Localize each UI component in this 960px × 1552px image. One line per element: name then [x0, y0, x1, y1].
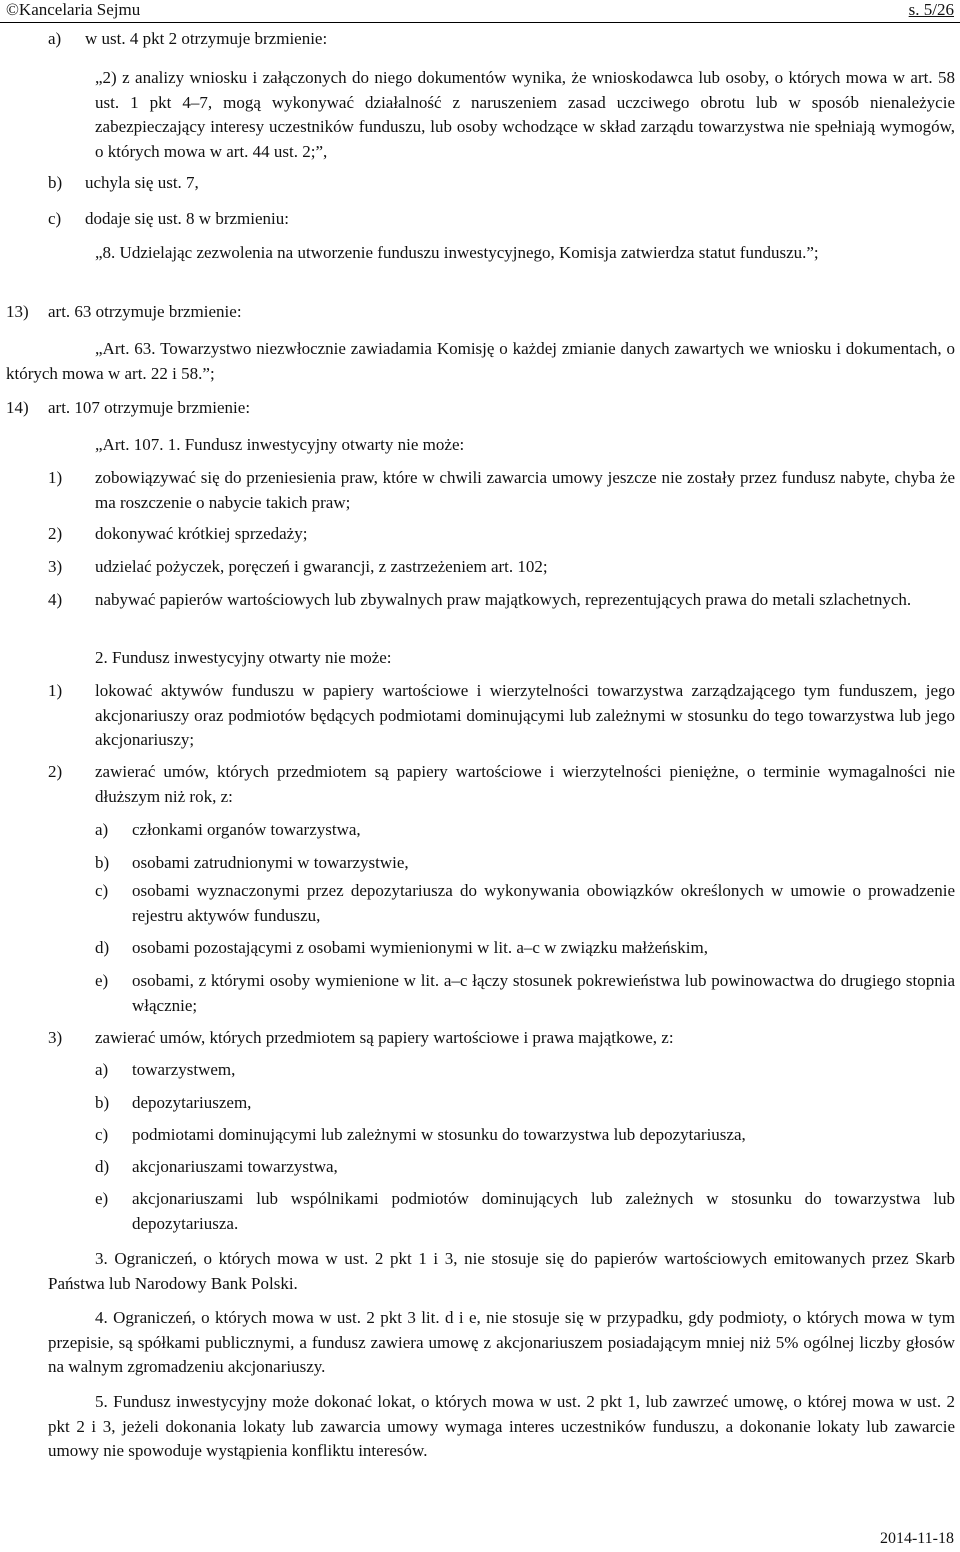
point-label: 4) — [48, 590, 63, 609]
document-date: 2014-11-18 — [879, 1530, 954, 1547]
quote-ust-8: „8. Udzielając zezwolenia na utworzenie funduszu inwestycyjnego, Komisja zatwierdza statut funduszu.”; — [95, 243, 819, 262]
page-header — [0, 0, 960, 23]
letter-label: b) — [95, 1093, 110, 1112]
point-label: 2) — [48, 524, 63, 543]
ust2-point-2: zawierać umów, których przedmiotem są papiery wartościowe i wierzytelności pieniężne, o terminie wymagalności nie dłuższym niż rok, z: — [95, 762, 955, 806]
letter-label: e) — [95, 1189, 109, 1208]
point-label: 3) — [48, 1028, 63, 1047]
ust1-point-2: dokonywać krótkiej sprzedaży; — [95, 524, 308, 543]
letter-label: b) — [95, 853, 110, 872]
item-label-c: c) — [48, 209, 62, 228]
item-label-14: 14) — [6, 398, 29, 417]
letter-label: c) — [95, 881, 109, 900]
ust1-point-3: udzielać pożyczek, poręczeń i gwarancji, z zastrzeżeniem art. 102; — [95, 557, 548, 576]
point-label: 2) — [48, 762, 63, 781]
article-107-ust-3: 3. Ograniczeń, o których mowa w ust. 2 pkt 1 i 3, nie stosuje się do papierów wartościowych emitowanych przez Skarb Państwa lub Narodowy Bank Polski. — [48, 1249, 955, 1293]
item-label-a: a) — [48, 29, 62, 48]
point-label: 1) — [48, 468, 63, 487]
page-number: s. 5/26 — [908, 0, 954, 19]
point-label: 3) — [48, 557, 63, 576]
ust2-point-3-c: podmiotami dominującymi lub zależnymi w stosunku do towarzystwa lub depozytariusza, — [132, 1125, 746, 1144]
article-107-ust-1: „Art. 107. 1. Fundusz inwestycyjny otwarty nie może: — [95, 435, 465, 454]
article-107-ust-4: 4. Ograniczeń, o których mowa w ust. 2 pkt 3 lit. d i e, nie stosuje się w przypadku, gdy podmioty, o których mowa w tym przepisie, są spółkami publicznymi, a fundusz zawiera umowę z akcjonariuszem posiadającym mniej niż 5% ogólnej liczby głosów na walnym zgromadzeniu akcjonariuszy. — [48, 1308, 955, 1376]
ust2-point-3-b: depozytariuszem, — [132, 1093, 252, 1112]
letter-label: d) — [95, 938, 110, 957]
ust2-point-3-e: akcjonariuszami lub wspólnikami podmiotów dominujących lub zależnych w stosunku do towarzystwa lub depozytariusza. — [132, 1189, 955, 1233]
ust1-point-4: nabywać papierów wartościowych lub zbywalnych praw majątkowych, reprezentujących prawa do metali szlachetnych. — [95, 590, 912, 609]
ust2-point-2-c: osobami wyznaczonymi przez depozytariusza do wykonywania obowiązków określonych w umowie o prowadzenie rejestru aktywów funduszu, — [132, 881, 955, 925]
letter-label: e) — [95, 971, 109, 990]
ust2-point-2-a: członkami organów towarzystwa, — [132, 820, 361, 839]
article-107-ust-5: 5. Fundusz inwestycyjny może dokonać lokat, o których mowa w ust. 2 pkt 1, lub zawrzeć umowę, o której mowa w ust. 2 pkt 2 i 3, jeżeli dokonania lokaty lub zawarcia umowy wymaga interes uczestników funduszu, a dokonanie lokaty lub zawarcie umowy nie spowoduje wystąpienia konfliktu interesów. — [48, 1392, 955, 1460]
letter-label: c) — [95, 1125, 109, 1144]
letter-label: d) — [95, 1157, 110, 1176]
publisher-label: ©Kancelaria Sejmu — [6, 0, 141, 19]
letter-label: a) — [95, 820, 109, 839]
item-text-13: art. 63 otrzymuje brzmienie: — [48, 302, 242, 321]
item-text-14: art. 107 otrzymuje brzmienie: — [48, 398, 251, 417]
quote-pkt-2: „2) z analizy wniosku i załączonych do niego dokumentów wynika, że wnioskodawca lub osoby, o których mowa w art. 58 ust. 1 pkt 4–7, mogą wykonywać działalność z naruszeniem zasad uczciwego obrotu lub w sposób nienależycie zabezpieczający interesy uczestników funduszu, lub osoby wchodzące w skład zarządu towarzystwa nie spełniają wymogów, o których mowa w art. 44 ust. 2;”, — [95, 68, 955, 161]
ust2-point-3: zawierać umów, których przedmiotem są papiery wartościowe i prawa majątkowe, z: — [95, 1028, 674, 1047]
item-text-a: w ust. 4 pkt 2 otrzymuje brzmienie: — [85, 29, 328, 48]
item-label-13: 13) — [6, 302, 29, 321]
letter-label: a) — [95, 1060, 109, 1079]
ust2-point-2-b: osobami zatrudnionymi w towarzystwie, — [132, 853, 409, 872]
ust2-point-2-e: osobami, z którymi osoby wymienione w lit. a–c łączy stosunek pokrewieństwa lub powinowactwa do drugiego stopnia włącznie; — [132, 971, 955, 1015]
ust2-point-1: lokować aktywów funduszu w papiery wartościowe i wierzytelności towarzystwa zarządzającego tym funduszem, jego akcjonariuszy oraz podmiotów będących podmiotami dominującymi lub zależnymi w stosunku do tego towarzystwa lub jego akcjonariuszy; — [95, 681, 955, 749]
article-63: „Art. 63. Towarzystwo niezwłocznie zawiadamia Komisję o każdej zmianie danych zawartych we wniosku i dokumentach, o których mowa w art. 22 i 58.”; — [6, 339, 955, 383]
item-label-b: b) — [48, 173, 63, 192]
item-text-b: uchyla się ust. 7, — [85, 173, 199, 192]
ust2-point-3-a: towarzystwem, — [132, 1060, 236, 1079]
point-label: 1) — [48, 681, 63, 700]
item-text-c: dodaje się ust. 8 w brzmieniu: — [85, 209, 289, 228]
article-107-ust-2: 2. Fundusz inwestycyjny otwarty nie może: — [95, 648, 392, 667]
ust2-point-3-d: akcjonariuszami towarzystwa, — [132, 1157, 338, 1176]
ust2-point-2-d: osobami pozostającymi z osobami wymienionymi w lit. a–c w związku małżeńskim, — [132, 938, 708, 957]
ust1-point-1: zobowiązywać się do przeniesienia praw, które w chwili zawarcia umowy jeszcze nie zostały przez fundusz nabyte, chyba że ma roszczenie o nabycie takich praw; — [95, 468, 955, 512]
